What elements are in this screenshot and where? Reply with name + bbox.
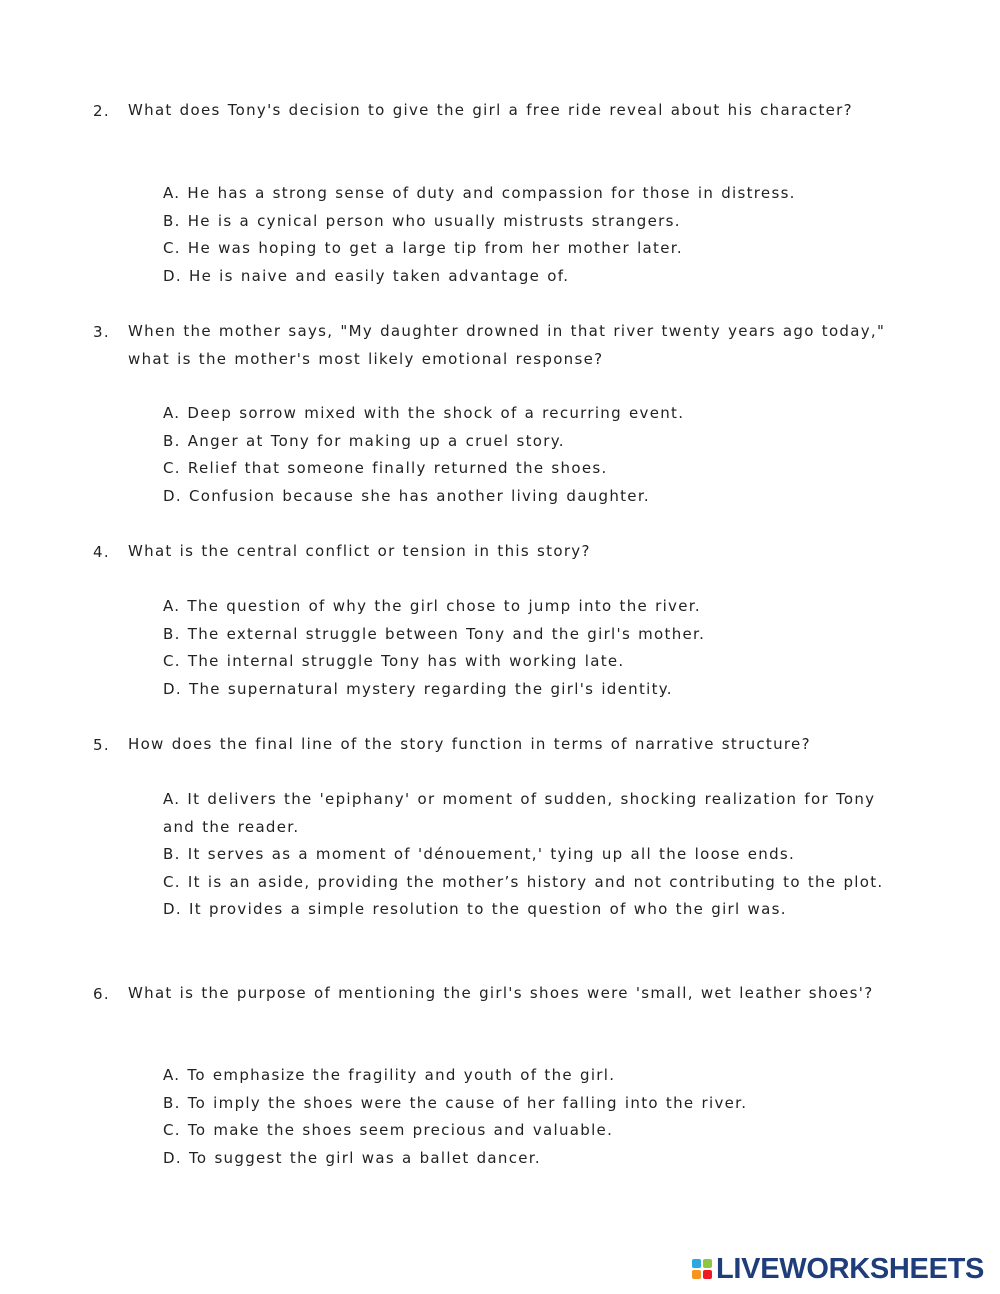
- liveworksheets-brand[interactable]: [692, 1254, 984, 1284]
- question-text: What is the purpose of mentioning the girl's shoes were 'small, wet leather shoes'?: [128, 984, 874, 1002]
- option-c[interactable]: C. It is an aside, providing the mother’s history and not contributing to the plot.: [163, 872, 884, 891]
- question-text: When the mother says, "My daughter drowned in that river twenty years ago today," what is the mother's most likely emotional response?: [128, 322, 886, 368]
- option-d[interactable]: D. The supernatural mystery regarding the girl's identity.: [163, 679, 673, 698]
- option-b[interactable]: B. To imply the shoes were the cause of her falling into the river.: [163, 1093, 748, 1112]
- liveworksheets-logo-icon: [692, 1259, 712, 1279]
- option-a[interactable]: A. The question of why the girl chose to jump into the river.: [163, 597, 701, 615]
- option-d[interactable]: D. Confusion because she has another living daughter.: [163, 486, 650, 505]
- option-a[interactable]: A. He has a strong sense of duty and compassion for those in distress.: [163, 184, 796, 202]
- question-text: What is the central conflict or tension in this story?: [128, 542, 591, 560]
- option-d[interactable]: D. It provides a simple resolution to the question of who the girl was.: [163, 900, 787, 919]
- option-b[interactable]: B. It serves as a moment of 'dénouement,' tying up all the loose ends.: [163, 845, 796, 864]
- option-d[interactable]: D. To suggest the girl was a ballet dancer.: [163, 1148, 541, 1167]
- logo-square: [692, 1270, 701, 1279]
- question-number: 5.: [93, 736, 110, 754]
- logo-square: [703, 1259, 712, 1268]
- brand-text: LIVEWORKSHEETS: [716, 1253, 985, 1285]
- option-c[interactable]: C. He was hoping to get a large tip from her mother later.: [163, 239, 683, 258]
- options-list: [163, 786, 913, 924]
- option-c[interactable]: C. The internal struggle Tony has with working late.: [163, 652, 625, 671]
- question-number: 3.: [93, 323, 110, 341]
- options-list: [163, 1062, 913, 1172]
- question-number: 4.: [93, 543, 110, 561]
- logo-square: [703, 1270, 712, 1279]
- logo-square: [692, 1259, 701, 1268]
- question-number: 6.: [93, 985, 110, 1003]
- option-a[interactable]: A. Deep sorrow mixed with the shock of a recurring event.: [163, 404, 685, 422]
- option-a[interactable]: A. To emphasize the fragility and youth of the girl.: [163, 1066, 616, 1084]
- question-number: 2.: [93, 102, 110, 120]
- options-list: [163, 593, 913, 703]
- option-a[interactable]: A. It delivers the 'epiphany' or moment of sudden, shocking realization for Tony and the reader.: [163, 790, 876, 836]
- option-c[interactable]: C. Relief that someone finally returned the shoes.: [163, 459, 608, 478]
- question-text: What does Tony's decision to give the girl a free ride reveal about his character?: [128, 101, 853, 119]
- option-b[interactable]: B. The external struggle between Tony and the girl's mother.: [163, 624, 706, 643]
- option-d[interactable]: D. He is naive and easily taken advantage of.: [163, 266, 570, 285]
- option-c[interactable]: C. To make the shoes seem precious and valuable.: [163, 1121, 614, 1140]
- option-b[interactable]: B. He is a cynical person who usually mistrusts strangers.: [163, 211, 681, 230]
- option-b[interactable]: B. Anger at Tony for making up a cruel story.: [163, 431, 565, 450]
- options-list: [163, 400, 913, 510]
- options-list: [163, 180, 913, 290]
- question-text: How does the final line of the story function in terms of narrative structure?: [128, 735, 811, 753]
